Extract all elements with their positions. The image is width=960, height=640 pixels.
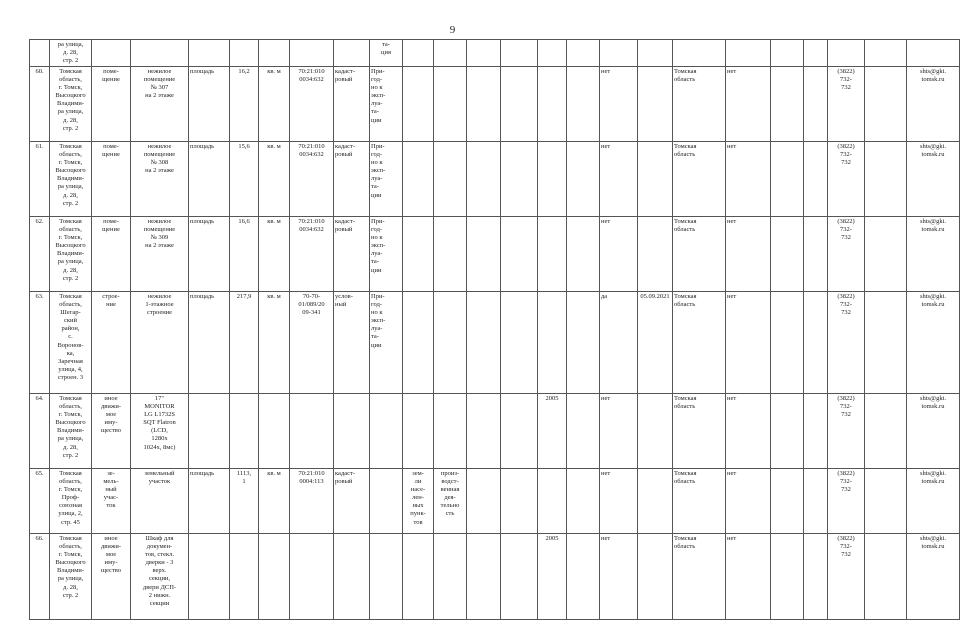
registry-body [30,40,960,620]
cell-empty [771,469,804,534]
cell-empty [567,217,600,292]
cell-type [92,292,131,394]
cell-type [92,469,131,534]
cell-flag-1 [600,394,638,469]
cell-empty [865,217,907,292]
cell-land-category [403,394,434,469]
cell-empty [567,534,600,620]
cell-flag-1 [600,142,638,217]
cell-flag-1-text: нет [601,143,611,150]
cell-area-value [230,292,259,394]
cell-land-use [434,534,467,620]
cell-empty [567,142,600,217]
cell-no [30,534,50,620]
cell-area-label [189,394,230,469]
cell-name-text: нежилое помещение № 307 на 2 этаже [143,68,176,100]
cell-empty [865,394,907,469]
cell-email-text: shts@gki. tomsk.ru [919,143,947,159]
cell-no-text: 61. [35,143,44,150]
cell-flag-1-text: нет [601,68,611,75]
cell-flag-2 [726,292,771,394]
cell-land-category [403,292,434,394]
property-registry-table [29,39,960,620]
cell-phone [828,394,865,469]
cell-flag-1-text: нет [601,535,611,542]
table-row [30,394,960,469]
cell-region-text: Томская область [674,218,697,234]
cell-area-label [189,217,230,292]
cell-suitability [370,67,403,142]
cell-empty [567,394,600,469]
cell-area-label [189,469,230,534]
table-row [30,292,960,394]
cell-land-category [403,469,434,534]
cell-suitability [370,217,403,292]
cell-flag-1-text: нет [601,218,611,225]
cell-email [907,534,960,620]
cell-area-value-text: 15,6 [238,143,250,150]
cell-year [538,292,567,394]
cell-suitability [370,469,403,534]
cell-name [131,394,189,469]
cell-value-type-text: кадаст- ровый [335,143,356,159]
cell-no-text: 63. [35,293,44,300]
cell-area-label [189,292,230,394]
cell-phone-text: (3822) 732- 732 [837,218,855,242]
cell-suitability-text: При- год- но к эксп- луа- та- ции [371,68,386,124]
cell-land-use [434,469,467,534]
cell-region-text: Томская область [674,395,697,411]
cell-cadastral-no [290,292,334,394]
cell-area-label [189,67,230,142]
cell-address-text: Томская область, г. Томск, Высоцкого Владими- ра улица, д. 28, стр. 2 [55,395,86,459]
cell-no-text: 62. [35,218,44,225]
cell-type-text: поме- щение [102,143,120,159]
cell-unit-text: кв. м [267,143,281,150]
cell-empty [865,534,907,620]
cell-cadastral-no [290,394,334,469]
cell-type-text: иное движи- мое иму- щество [100,535,122,575]
cell-value-type [334,534,370,620]
cell-empty [501,534,538,620]
cell-empty [865,67,907,142]
cell-area-label-text: площадь [190,68,215,75]
cell-address-text: Томская область, г. Томск, Высоцкого Владими- ра улица, д. 28, стр. 2 [55,68,86,132]
cell-region [673,534,726,620]
cell-type-text: поме- щение [102,68,120,84]
cell-area-label-text: площадь [190,470,215,477]
cell-email [907,292,960,394]
cell-phone [828,292,865,394]
cell-empty [467,469,501,534]
cell-no [30,217,50,292]
cell-cadastral-no-text: 70:21:010 0034:632 [298,218,325,234]
cell-flag-2 [726,394,771,469]
cell-year [538,394,567,469]
cell-flag-2 [726,469,771,534]
cell-value-type-text: кадаст- ровый [335,68,356,84]
cell-date-text: 05.09.2021 [640,293,670,300]
cell-empty [567,292,600,394]
cell-address [50,217,92,292]
cell-cadastral-no [290,142,334,217]
cell-no [30,394,50,469]
cell-empty [467,292,501,394]
cell-address-text: Томская область, г. Томск, Высоцкого Владими- ра улица, д. 28, стр. 2 [55,218,86,282]
cell-area-value [230,67,259,142]
cell-phone [828,142,865,217]
cell-area-value-text: 217,9 [236,293,252,300]
cell-empty [804,394,828,469]
cell-area-value [230,142,259,217]
cell-region-text: Томская область [674,293,697,309]
cell-region-text: Томская область [674,68,697,84]
cell-address [50,142,92,217]
cell-area-label [189,534,230,620]
cell-address [50,394,92,469]
cell-empty [804,534,828,620]
cell-unit [259,217,290,292]
cell-land-category [403,67,434,142]
cell-phone-text: (3822) 732- 732 [837,470,855,494]
cell-empty [501,394,538,469]
cell-empty [771,292,804,394]
cell-date [638,394,673,469]
cell-no-text: 64. [35,395,44,402]
cell-year-text: 2005 [545,395,559,402]
cell-empty [771,67,804,142]
cell-empty [804,469,828,534]
cell-land-category [403,217,434,292]
cell-empty [501,292,538,394]
cell-empty [865,292,907,394]
cell-date [638,292,673,394]
cell-type-text: поме- щение [102,218,120,234]
cell-cadastral-no [290,67,334,142]
cell-type [92,534,131,620]
cell-empty [567,67,600,142]
cell-phone-text: (3822) 732- 732 [837,395,855,419]
cell-email [907,217,960,292]
cell-empty [467,534,501,620]
cell-address-text: Томская область, г. Томск, Проф- союзная улица, 2, стр. 45 [58,470,83,526]
cell-unit [259,142,290,217]
cell-type [92,67,131,142]
cell-value-type [334,67,370,142]
cell-flag-1-text: да [601,293,608,300]
cell-area-label-text: площадь [190,218,215,225]
cell-no-text: 66. [35,535,44,542]
cell-region [673,394,726,469]
cell-cadastral-no [290,469,334,534]
cell-year [538,469,567,534]
cell-date [638,217,673,292]
cell-value-type-text: услов- ный [335,293,353,309]
cell-value-type-text: кадаст- ровый [335,218,356,234]
cell-empty [501,217,538,292]
cell-flag-1 [600,217,638,292]
cell-unit [259,292,290,394]
cell-empty [804,142,828,217]
cell-unit [259,394,290,469]
cell-flag-2-text: нет [727,395,737,402]
cell-value-type [334,292,370,394]
cell-empty [501,469,538,534]
cell-unit-text: кв. м [267,68,281,75]
cell-type [92,394,131,469]
cell-email-text: shts@gki. tomsk.ru [919,293,947,309]
cell-name-text: 17" MONITOR LG L1732S SQT Flatron (LCD, 1280x 1024x, 8мс) [143,395,176,451]
cell-year [538,217,567,292]
cell-flag-2-text: нет [727,535,737,542]
table-row [30,534,960,620]
cell-empty [501,67,538,142]
cell-email [907,142,960,217]
cell-empty [771,534,804,620]
cell-name [131,217,189,292]
cell-no [30,40,50,67]
cell-empty [467,67,501,142]
cell-region [673,292,726,394]
cell-flag-1 [600,469,638,534]
cell-empty [865,142,907,217]
cell-empty [771,394,804,469]
cell-address: ра улица, д. 28, стр. 2 [50,40,92,67]
cell-land-category-text: зем- ли насе- лен- ных пунк- тов [410,470,426,526]
cell-land-category [403,142,434,217]
cell-email-text: shts@gki. tomsk.ru [919,218,947,234]
cell-date [638,469,673,534]
cell-phone-text: (3822) 732- 732 [837,535,855,559]
cell-cadastral-no-text: 70:21:010 0004:113 [298,470,325,486]
cell-no [30,142,50,217]
table-row [30,67,960,142]
cell-address [50,292,92,394]
cell-name-text: нежилое помещение № 309 на 2 этаже [143,218,176,250]
cell-email [907,67,960,142]
cell-name-text: нежилое помещение № 308 на 2 этаже [143,143,176,175]
cell-type-text: зе- мель- ный учас- ток [103,470,119,510]
cell-flag-1-text: нет [601,470,611,477]
cell-no [30,292,50,394]
cell-address [50,67,92,142]
cell-phone [828,67,865,142]
cell-region-text: Томская область [674,470,697,486]
cell-email [907,394,960,469]
cell-name-text: земельный участок [144,470,175,486]
cell-email-text: shts@gki. tomsk.ru [919,68,947,84]
cell-cadastral-no [290,217,334,292]
cell-name [131,67,189,142]
cell-suitability [370,142,403,217]
cell-area-value-text: 1113, 1 [236,470,252,486]
cell-region [673,217,726,292]
cell-region-text: Томская область [674,535,697,551]
cell-unit-text: кв. м [267,470,281,477]
cell-value-type [334,217,370,292]
cell-date [638,534,673,620]
cell-address [50,534,92,620]
cell-area-value [230,217,259,292]
cell-suitability [370,394,403,469]
cell-unit [259,469,290,534]
cell-value-type-text: кадаст- ровый [335,470,356,486]
cell-flag-1-text: нет [601,395,611,402]
table-row [30,217,960,292]
cell-land-use-text: произ- водст- венная дея- тельно сть [440,470,460,518]
table-row [30,142,960,217]
cell-empty [467,142,501,217]
cell-email-text: shts@gki. tomsk.ru [919,395,947,411]
cell-flag-1 [600,67,638,142]
cell-no-text: 65. [35,470,44,477]
cell-no [30,67,50,142]
cell-land-use [434,67,467,142]
cell-phone-text: (3822) 732- 732 [837,68,855,92]
cell-email-text: shts@gki. tomsk.ru [919,535,947,551]
cell-area-value [230,469,259,534]
cell-area-value [230,534,259,620]
cell-empty [804,292,828,394]
cell-flag-2 [726,142,771,217]
cell-flag-2-text: нет [727,68,737,75]
cell-email-text: shts@gki. tomsk.ru [919,470,947,486]
cell-type-text: строе- ние [102,293,120,309]
cell-empty [771,142,804,217]
cell-unit-text: кв. м [267,293,281,300]
cell-suitability-text: При- год- но к эксп- луа- та- ции [371,293,386,349]
cell-no [30,469,50,534]
cell-phone-text: (3822) 732- 732 [837,143,855,167]
cell-area-value [230,394,259,469]
cell-flag-1 [600,292,638,394]
cell-land-use [434,292,467,394]
cell-phone [828,217,865,292]
cell-value-type [334,142,370,217]
cell-cadastral-no-text: 70-70- 01/089/20 09-341 [298,293,325,317]
cell-name [131,534,189,620]
cell-flag-2 [726,67,771,142]
cell-empty [467,394,501,469]
cell-empty [804,67,828,142]
cell-phone-text: (3822) 732- 732 [837,293,855,317]
cell-cadastral-no-text: 70:21:010 0034:632 [298,68,325,84]
cell-flag-2-text: нет [727,293,737,300]
cell-type [92,217,131,292]
cell-suitability [370,534,403,620]
cell-name-text: нежилое 1-этажное строение [145,293,174,317]
cell-name [131,142,189,217]
cell-area-value-text: 16,6 [238,218,250,225]
cell-empty [804,217,828,292]
cell-suitability-text: При- год- но к эксп- луа- та- ции [371,218,386,274]
cell-region [673,67,726,142]
cell-empty [865,469,907,534]
cell-year [538,534,567,620]
cell-area-label-text: площадь [190,143,215,150]
table-row-continuation [30,40,960,67]
cell-land-use [434,142,467,217]
cell-flag-1 [600,534,638,620]
cell-empty [501,142,538,217]
cell-land-category [403,534,434,620]
cell-land-use [434,217,467,292]
cell-suitability-text: При- год- но к эксп- луа- та- ции [371,143,386,199]
cell-area-value-text: 16,2 [238,68,250,75]
cell-address [50,469,92,534]
cell-year [538,67,567,142]
cell-address-text: Томская область, Шегар- ский район, с. Воронов- ка, Заречная улица, 4, строен. 3 [57,293,84,381]
cell-date [638,67,673,142]
cell-suitability: та- ция [370,40,403,67]
cell-unit [259,67,290,142]
cell-empty [771,217,804,292]
cell-no-text: 60. [35,68,44,75]
cell-unit [259,534,290,620]
table-row [30,469,960,534]
cell-type-text: иное движи- мое иму- щество [100,395,122,435]
cell-address-text: Томская область, г. Томск, Высоцкого Владими- ра улица, д. 28, стр. 2 [55,535,86,599]
cell-address-text: Томская область, г. Томск, Высоцкого Владими- ра улица, д. 28, стр. 2 [55,143,86,207]
cell-name-text: Шкаф для докумен- тов, стекл. дверки - 3 верх. секции, двери ДСП- 2 нижн. секции [142,535,177,607]
cell-flag-2-text: нет [727,143,737,150]
cell-year-text: 2005 [545,535,559,542]
cell-region-text: Томская область [674,143,697,159]
cell-flag-2-text: нет [727,470,737,477]
cell-land-use [434,394,467,469]
cell-type [92,142,131,217]
cell-cadastral-no-text: 70:21:010 0034:632 [298,143,325,159]
cell-email [907,469,960,534]
cell-date [638,142,673,217]
cell-name [131,469,189,534]
cell-name [131,292,189,394]
cell-flag-2 [726,217,771,292]
page-number: 9 [449,24,456,36]
cell-region [673,469,726,534]
cell-phone [828,534,865,620]
cell-unit-text: кв. м [267,218,281,225]
cell-year [538,142,567,217]
cell-cadastral-no [290,534,334,620]
cell-flag-2-text: нет [727,218,737,225]
cell-empty [467,217,501,292]
cell-area-label-text: площадь [190,293,215,300]
cell-region [673,142,726,217]
cell-area-label [189,142,230,217]
cell-empty [567,469,600,534]
cell-value-type [334,394,370,469]
cell-value-type [334,469,370,534]
cell-suitability [370,292,403,394]
cell-phone [828,469,865,534]
cell-flag-2 [726,534,771,620]
